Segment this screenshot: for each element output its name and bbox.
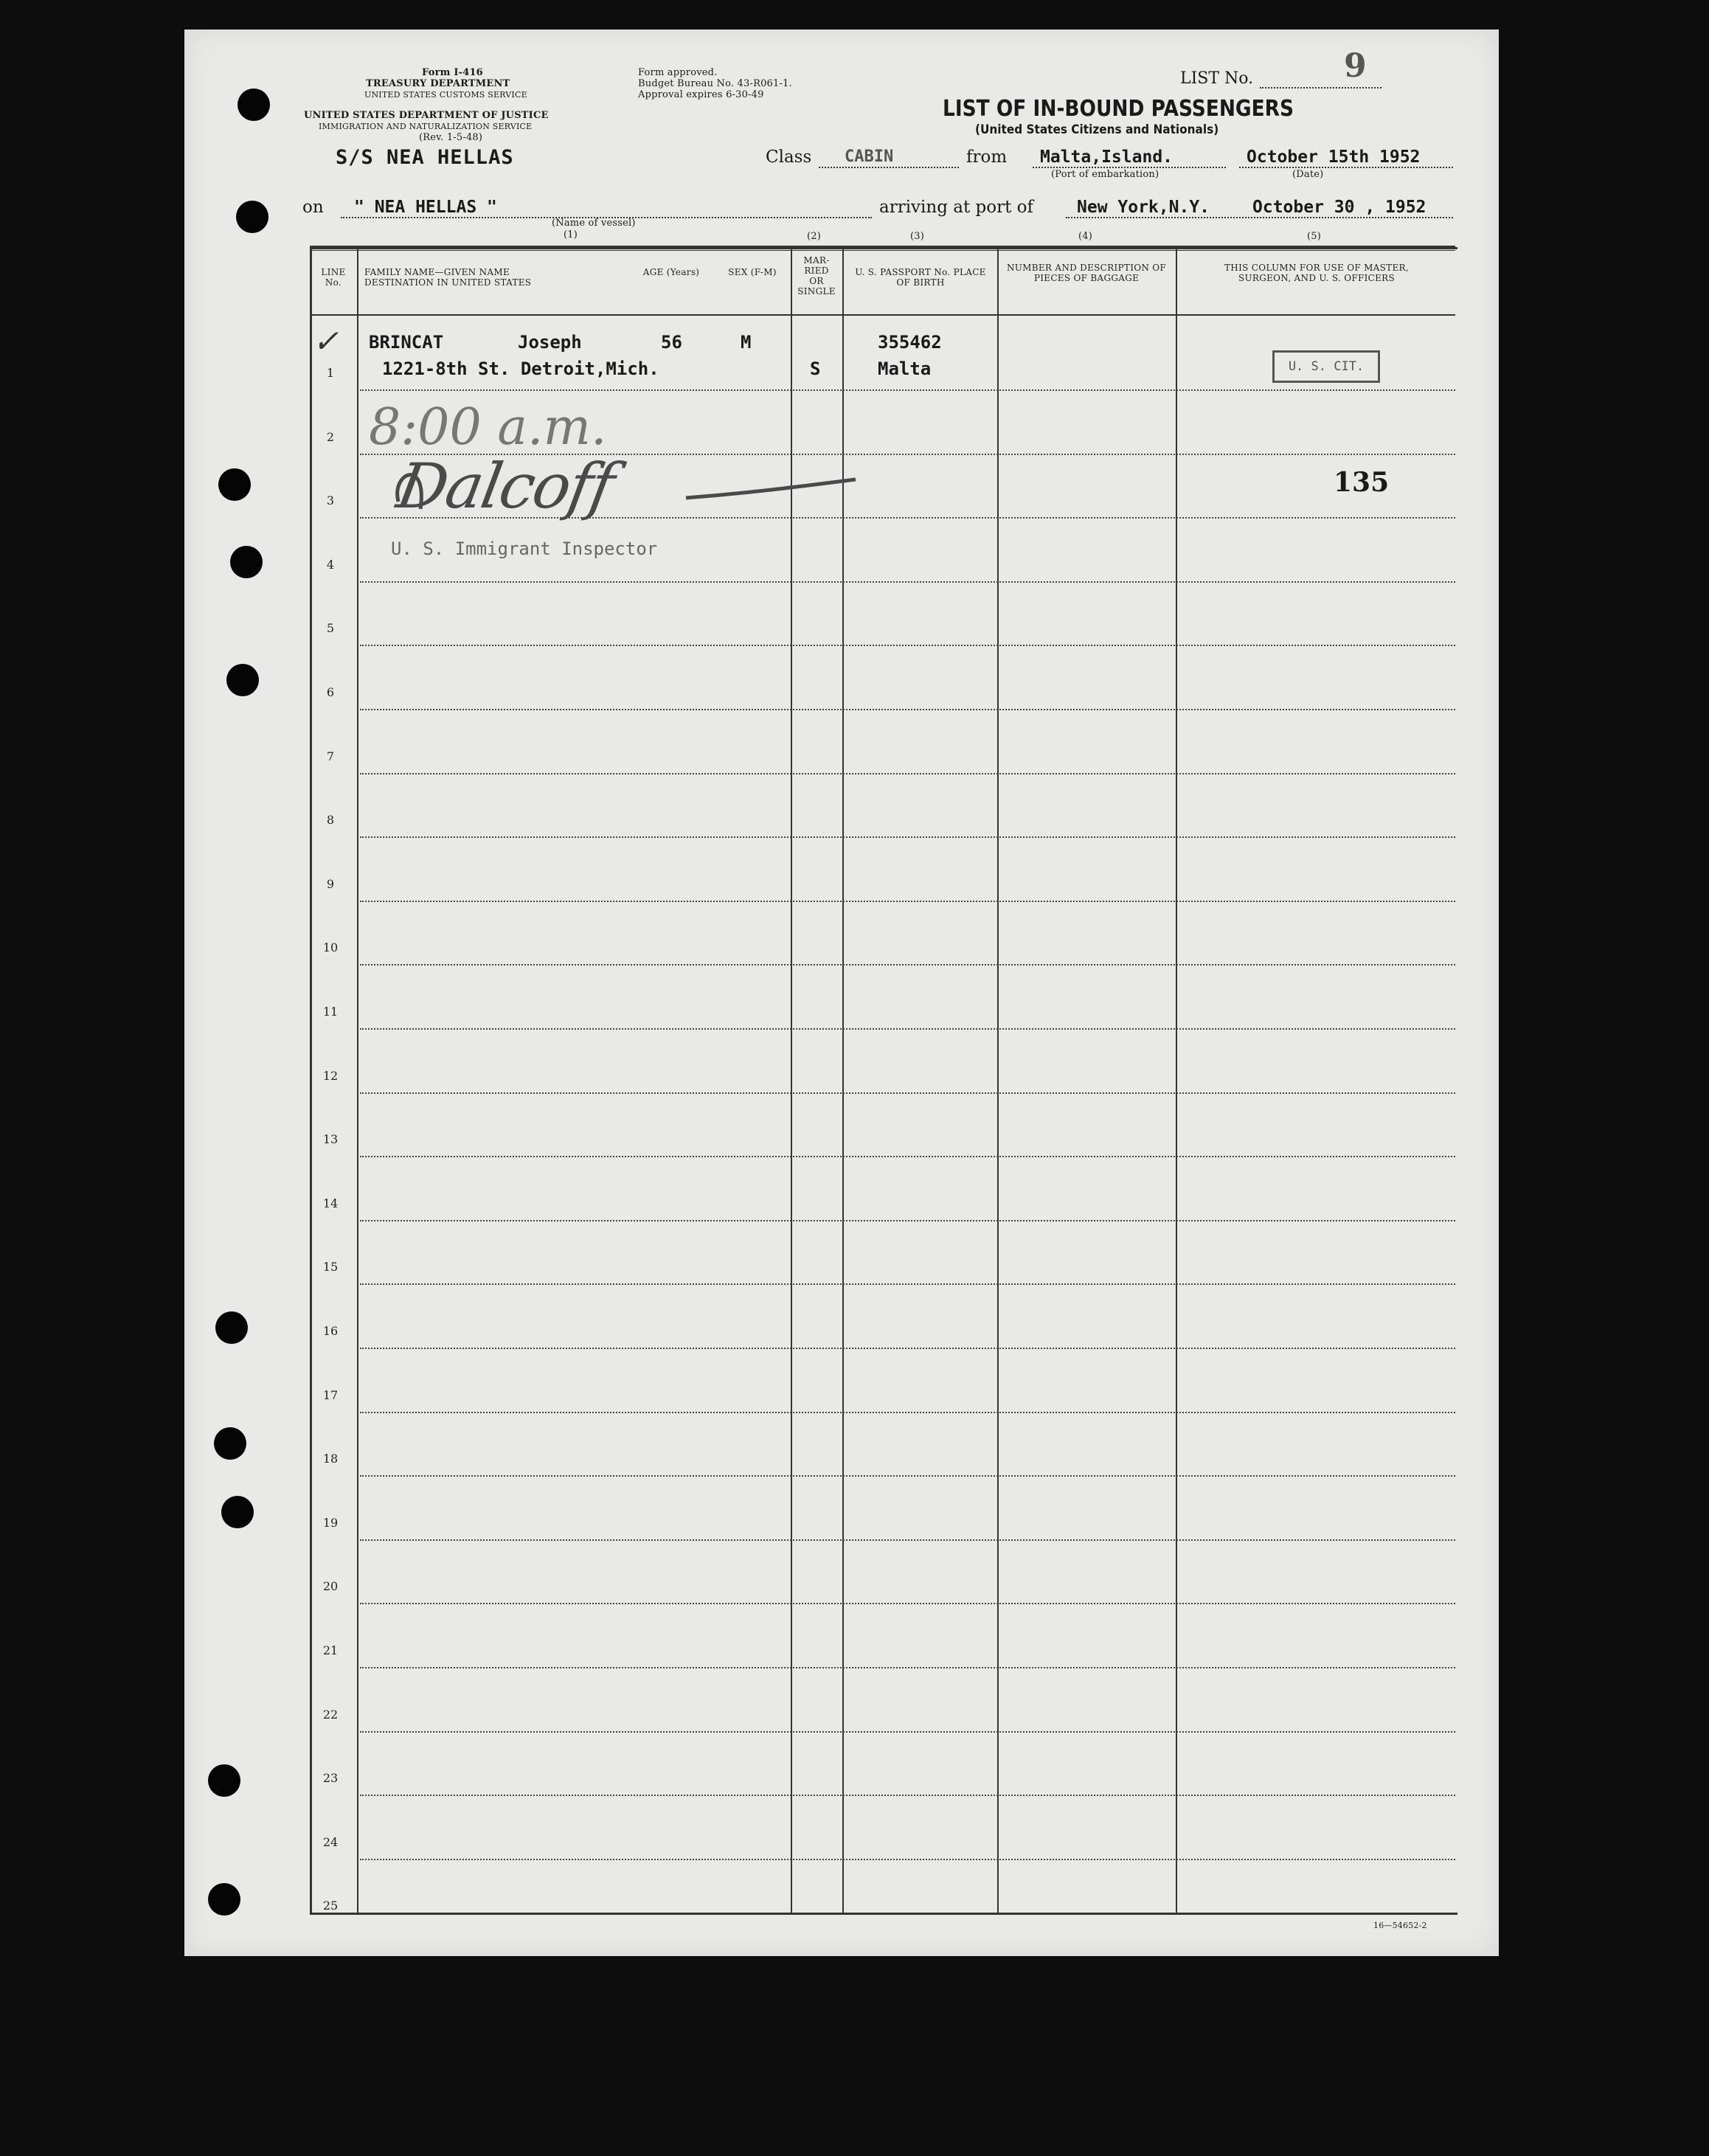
line-number: 6	[326, 685, 335, 699]
row-rule	[360, 1475, 1455, 1477]
class-label: Class	[766, 148, 812, 167]
port-underline	[1033, 167, 1226, 168]
punch-hole	[208, 1883, 240, 1916]
line-number: 23	[322, 1771, 339, 1786]
arriving-label: arriving at port of	[879, 198, 1033, 217]
row-rule	[360, 1731, 1455, 1733]
list-title: LIST OF IN-BOUND PASSENGERS	[943, 96, 1294, 122]
on-label: on	[302, 198, 324, 217]
signature-flourish	[369, 443, 885, 531]
col-num-5: (5)	[1307, 231, 1322, 242]
row-rule	[360, 1348, 1455, 1349]
row-rule	[360, 1220, 1455, 1221]
footer-code: 16—54652-2	[1373, 1921, 1427, 1930]
age-value: 56	[661, 332, 682, 353]
list-subtitle: (United States Citizens and Nationals)	[975, 122, 1219, 137]
header-officers: THIS COLUMN FOR USE OF MASTER, SURGEON, AND U. S. OFFICERS	[1224, 263, 1409, 283]
family-name: BRINCAT	[369, 332, 444, 353]
vessel-name: " NEA HELLAS "	[354, 198, 497, 217]
header-passport: U. S. PASSPORT No. PLACE OF BIRTH	[855, 267, 986, 288]
row-rule	[360, 1412, 1455, 1413]
passenger-count: 135	[1334, 467, 1390, 498]
row-rule	[360, 964, 1455, 966]
passport-number: 355462	[878, 332, 942, 353]
line-number: 21	[322, 1643, 339, 1657]
budget-bureau: Budget Bureau No. 43-R061-1.	[638, 78, 792, 89]
row-rule	[360, 773, 1455, 774]
line-number: 7	[326, 749, 335, 763]
col-divider	[357, 247, 358, 1913]
row-rule	[360, 1859, 1455, 1860]
col-num-4: (4)	[1078, 231, 1093, 242]
row-rule	[360, 1539, 1455, 1541]
row-rule	[360, 645, 1455, 646]
check-mark: ✓	[313, 323, 339, 359]
treasury-department: TREASURY DEPARTMENT	[366, 78, 510, 89]
us-citizen-stamp: U. S. CIT.	[1272, 350, 1380, 383]
punch-hole	[208, 1764, 240, 1797]
header-married: MAR-RIED OR SINGLE	[797, 255, 836, 297]
customs-service: UNITED STATES CUSTOMS SERVICE	[364, 90, 527, 100]
punch-hole	[218, 468, 251, 501]
col-divider	[1176, 247, 1177, 1913]
line-number: 25	[322, 1899, 339, 1913]
line-number: 19	[322, 1515, 339, 1530]
birthplace: Malta	[878, 358, 932, 379]
row-rule	[360, 1667, 1455, 1668]
header-name: FAMILY NAME—GIVEN NAME DESTINATION IN UNITED STATES	[364, 267, 532, 288]
header-rule-bottom	[310, 314, 1455, 316]
form-approved: Form approved.	[638, 67, 718, 78]
line-number: 8	[326, 813, 335, 828]
punch-hole	[226, 664, 259, 696]
header-sex: SEX (F-M)	[728, 267, 777, 277]
arrival-port: New York,N.Y.	[1077, 198, 1210, 217]
vessel-header: S/S NEA HELLAS	[336, 146, 514, 169]
punch-hole	[236, 201, 268, 233]
row-rule	[360, 1092, 1455, 1094]
row-rule	[360, 709, 1455, 710]
line-number: 17	[322, 1387, 339, 1402]
line-number: 2	[326, 429, 335, 444]
revision: (Rev. 1-5-48)	[419, 132, 483, 143]
col-num-2: (2)	[807, 231, 822, 242]
list-no-value: 9	[1344, 47, 1367, 85]
list-no-label: LIST No.	[1180, 69, 1254, 88]
header-baggage: NUMBER AND DESCRIPTION OF PIECES OF BAGGAGE	[1006, 263, 1167, 283]
justice-department: UNITED STATES DEPARTMENT OF JUSTICE	[304, 110, 549, 121]
line-number: 14	[322, 1196, 339, 1210]
sex-value: M	[741, 332, 752, 353]
port-of-embarkation: Malta,Island.	[1040, 148, 1174, 167]
header-age: AGE (Years)	[642, 267, 700, 277]
row-rule	[360, 1028, 1455, 1030]
line-number: 12	[322, 1068, 339, 1083]
header-line-no: LINE No.	[321, 267, 346, 288]
punch-hole	[221, 1496, 254, 1528]
class-value: CABIN	[845, 148, 894, 166]
date-caption: (Date)	[1292, 169, 1324, 180]
row-rule	[360, 1795, 1455, 1796]
line-number: 11	[322, 1005, 339, 1019]
vessel-caption: (Name of vessel)	[552, 218, 636, 229]
arrival-time: 8:00 a.m.	[369, 398, 607, 457]
punch-hole	[215, 1311, 248, 1344]
arrival-underline	[1066, 217, 1453, 218]
ins-service: IMMIGRATION AND NATURALIZATION SERVICE	[319, 122, 533, 131]
row-rule	[360, 1283, 1455, 1285]
row-rule	[360, 1603, 1455, 1604]
punch-hole	[238, 89, 270, 121]
line-number: 16	[322, 1324, 339, 1338]
destination: 1221-8th St. Detroit,Mich.	[382, 358, 659, 379]
header-rule-top	[310, 246, 1455, 251]
line-number: 22	[322, 1707, 339, 1722]
embarkation-date: October 15th 1952	[1247, 148, 1421, 167]
line-number: 5	[326, 621, 335, 636]
line-number: 3	[326, 493, 335, 508]
col-num-3: (3)	[910, 231, 925, 242]
approval-expires: Approval expires 6-30-49	[638, 89, 764, 100]
row-rule	[360, 389, 1455, 391]
inspector-signature: Dalcoff	[392, 450, 619, 522]
row-rule	[360, 901, 1455, 902]
punch-hole	[214, 1427, 246, 1460]
line-number: 24	[322, 1834, 339, 1849]
line-number: 9	[326, 876, 335, 891]
line-number: 4	[326, 557, 335, 572]
line-number: 18	[322, 1452, 339, 1466]
port-caption: (Port of embarkation)	[1051, 169, 1159, 180]
class-underline	[819, 167, 959, 168]
row-rule	[360, 836, 1455, 838]
marital-status: S	[810, 358, 821, 379]
col-divider	[997, 247, 999, 1913]
list-no-underline	[1260, 87, 1382, 89]
row-rule	[360, 581, 1455, 583]
punch-hole	[230, 546, 263, 578]
date-underline	[1239, 167, 1453, 168]
line-number: 10	[322, 940, 339, 955]
line-number: 1	[326, 366, 335, 380]
arrival-date: October 30 , 1952	[1252, 198, 1427, 217]
line-number: 13	[322, 1132, 339, 1147]
given-name: Joseph	[518, 332, 582, 353]
row-rule	[360, 1156, 1455, 1157]
from-label: from	[966, 148, 1008, 167]
form-number: Form I-416	[422, 67, 483, 78]
line-number: 20	[322, 1579, 339, 1594]
col-num-1: (1)	[564, 229, 578, 240]
line-number: 15	[322, 1260, 339, 1275]
inspector-title: U. S. Immigrant Inspector	[391, 538, 658, 559]
